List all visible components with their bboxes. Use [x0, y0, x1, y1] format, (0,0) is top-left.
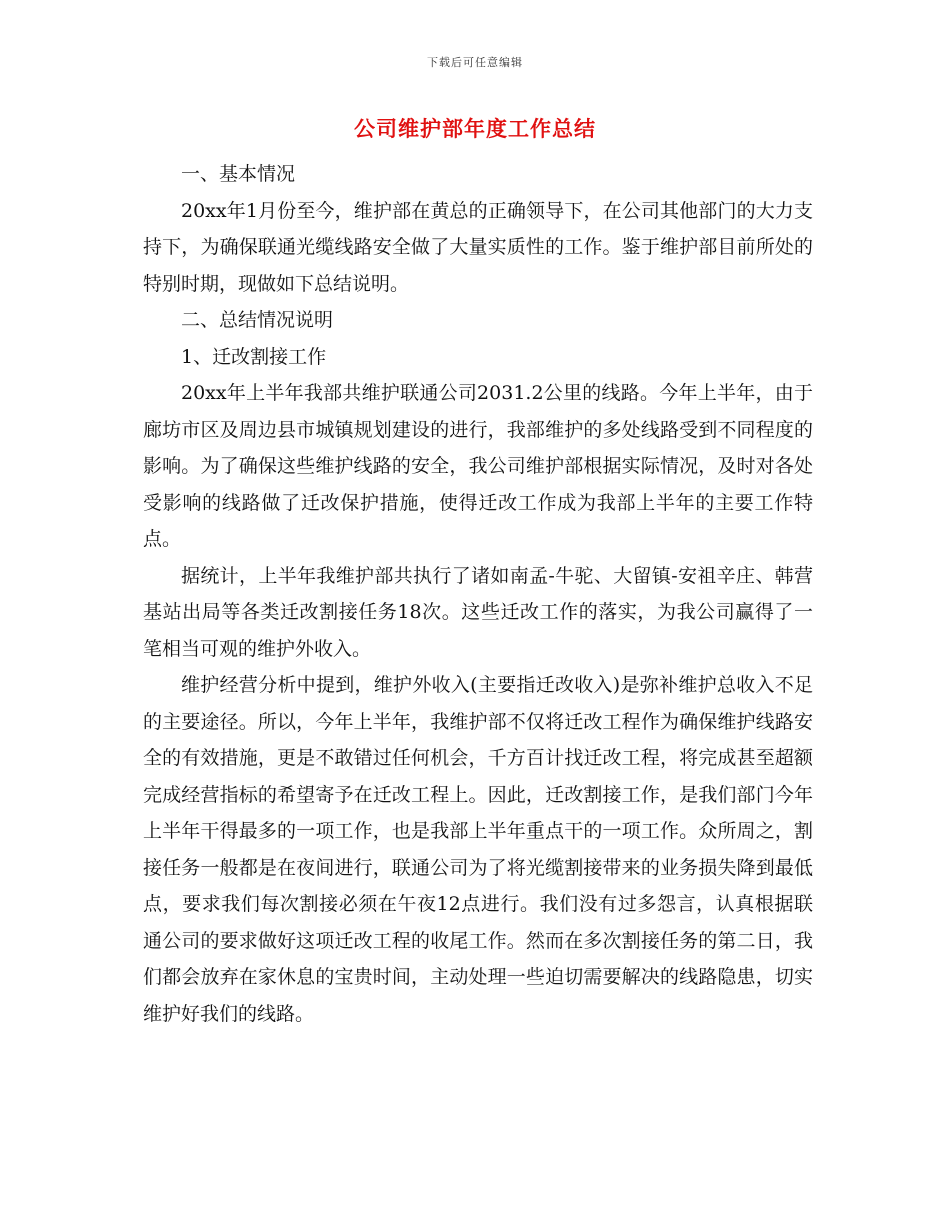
paragraph-maintenance: 20xx年上半年我部共维护联通公司2031.2公里的线路。今年上半年，由于廊坊市区及周边县市城镇规划建设的进行，我部维护的多处线路受到不同程度的影响。为了确保这些维护线路的安全，我公司维护部根据实际情况，及时对各处受影响的线路做了迁改保护措施，使得迁改工作成为我部上半年的主要工作特点。 [143, 382, 813, 550]
document-title: 公司维护部年度工作总结 [354, 116, 596, 141]
subsection-heading-cutover: 1、迁改割接工作 [181, 345, 327, 368]
paragraph-analysis: 维护经营分析中提到，维护外收入(主要指迁改收入)是弥补维护总收入不足的主要途径。所以，今年上半年，我维护部不仅将迁改工程作为确保维护线路安全的有效措施，更是不敢错过任何机会，千方百计找迁改工程，将完成甚至超额完成经营指标的希望寄予在迁改工程上。因此，迁改割接工作，是我们部门今年上半年干得最多的一项工作，也是我部上半年重点干的一项工作。众所周之，割接任务一般都是在夜间进行，联通公司为了将光缆割接带来的业务损失降到最低点，要求我们每次割接必须在午夜12点进行。我们没有过多怨言，认真根据联通公司的要求做好这项迁改工程的收尾工作。然而在多次割接任务的第二日，我们都会放弃在家休息的宝贵时间，主动处理一些迫切需要解决的线路隐患，切实维护好我们的线路。 [143, 674, 813, 1025]
paragraph-intro: 20xx年1月份至今，维护部在黄总的正确领导下，在公司其他部门的大力支持下，为确保联通光缆线路安全做了大量实质性的工作。鉴于维护部目前所处的特别时期，现做如下总结说明。 [143, 199, 813, 295]
header-note: 下载后可任意编辑 [427, 56, 523, 69]
section-heading-summary: 二、总结情况说明 [181, 309, 334, 331]
section-heading-basic: 一、基本情况 [181, 163, 296, 185]
document-body [143, 156, 813, 1032]
paragraph-statistics: 据统计，上半年我维护部共执行了诸如南孟-牛驼、大留镇-安祖辛庄、韩营基站出局等各类迁改割接任务18次。这些迁改工作的落实，为我公司赢得了一笔相当可观的维护外收入。 [143, 564, 813, 660]
